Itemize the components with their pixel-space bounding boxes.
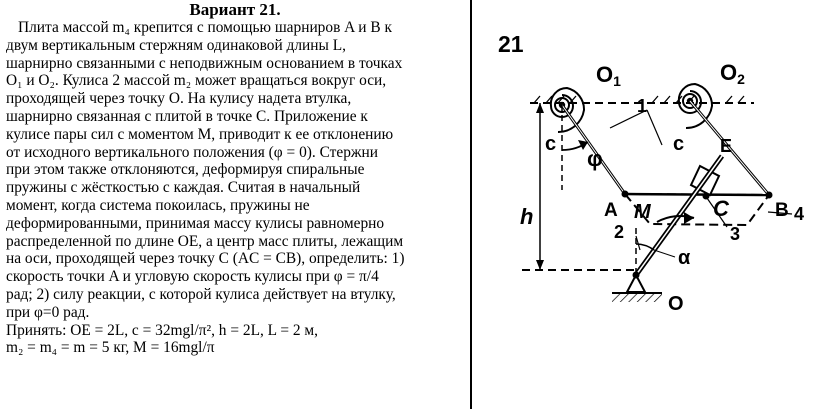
dimension-arrow-top xyxy=(536,103,544,113)
problem-line: при этом также отклоняются, деформируя спиральные xyxy=(6,161,365,179)
mechanism-figure xyxy=(472,0,829,409)
spring-o1 xyxy=(551,88,584,132)
hinge-o xyxy=(633,272,640,279)
label-h: h xyxy=(520,204,534,229)
dimension-arrow-bottom xyxy=(536,260,544,270)
label-alpha: α xyxy=(678,247,691,269)
label-1: 1 xyxy=(637,96,648,116)
leader-1b xyxy=(647,110,662,145)
label-phi: φ xyxy=(587,146,603,171)
given-line: m₂ = m₄ = m = 5 кг, M = 16mgl/π xyxy=(6,339,215,357)
figure-number: 21 xyxy=(498,31,524,57)
problem-line: при φ=0 рад. xyxy=(6,303,90,321)
problem-line: Плита массой m₄ крепится с помощью шарниров A и B к xyxy=(18,19,392,36)
problem-line: O₁ и O₂. Кулиса 2 массой m₂ может вращаться вокруг оси, xyxy=(6,72,387,90)
ground-hatch xyxy=(612,293,662,302)
problem-line: шарнирно связанная с плитой в точке C. Приложение к xyxy=(6,107,368,125)
variant-title: Вариант 21. xyxy=(189,0,281,19)
problem-line: деформированными, принимая массу кулисы равномерно xyxy=(6,214,385,232)
problem-line: распределенной по длине OE, а центр масс плиты, лежащим xyxy=(6,232,404,250)
problem-line: кулисе пары сил с моментом M, приводит к ее отклонению xyxy=(6,125,394,143)
problem-line: от исходного вертикального положения (φ = 0). Стержни xyxy=(6,143,379,161)
label-e: E xyxy=(720,136,733,156)
problem-line: момент, когда система покоилась, пружины не xyxy=(6,196,310,214)
label-o2: O2 xyxy=(720,60,745,87)
label-a: A xyxy=(604,200,618,221)
hinge-c xyxy=(703,193,710,200)
label-c-mid: c xyxy=(673,133,685,155)
label-m: M xyxy=(634,201,651,223)
problem-line: пружины с жёсткостью c каждая. Считая в начальный xyxy=(6,179,361,197)
problem-line: рад; 2) силу реакции, с которой кулиса действует на втулку, xyxy=(6,285,396,303)
label-4: 4 xyxy=(794,204,805,224)
mechanism-diagram xyxy=(472,0,829,409)
label-o: O xyxy=(668,293,684,315)
problem-line: скорость точки A и угловую скорость кулисы при φ = π/4 xyxy=(6,268,379,286)
problem-line: проходящей через точку O. На кулису надета втулка, xyxy=(6,90,352,108)
problem-statement xyxy=(6,19,466,357)
label-o1: O1 xyxy=(596,62,621,89)
label-3: 3 xyxy=(730,224,741,244)
label-b: B xyxy=(775,200,789,221)
label-c-left: c xyxy=(545,133,557,155)
label-c: C xyxy=(713,196,729,221)
hinge-b xyxy=(766,192,773,199)
label-2: 2 xyxy=(614,222,625,242)
hinge-a xyxy=(622,191,629,198)
problem-line: на оси, проходящей через точку С (AC = CB), определить: 1) xyxy=(6,250,405,268)
given-line: Принять: OE = 2L, c = 32mgl/π², h = 2L, L = 2 м, xyxy=(6,321,319,339)
problem-line: шарнирно связанными с неподвижным основанием в точках xyxy=(6,54,403,72)
problem-line: двум вертикальным стержням одинаковой длины L, xyxy=(6,36,346,54)
